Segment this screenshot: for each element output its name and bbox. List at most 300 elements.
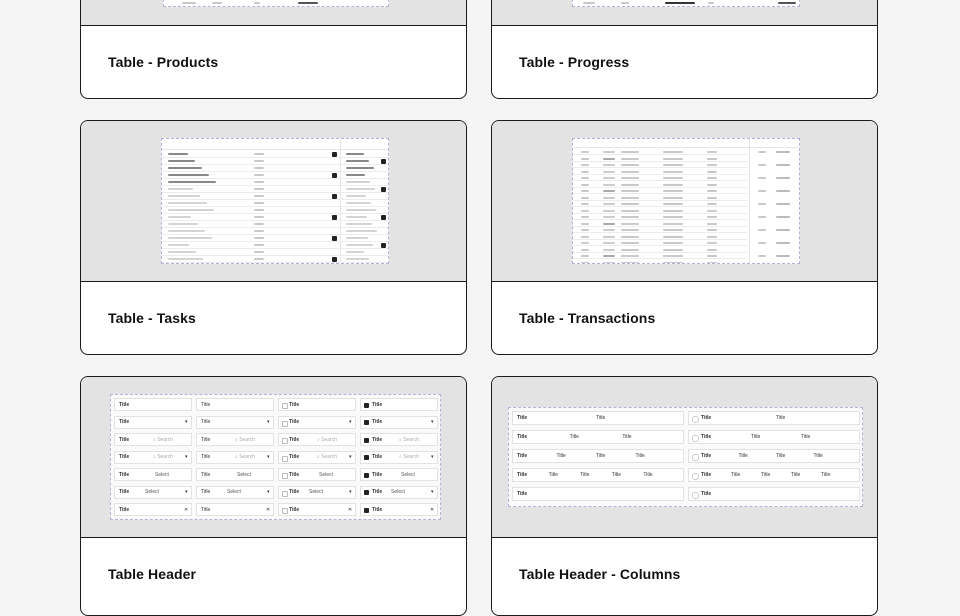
select-label: Select bbox=[319, 471, 333, 478]
column-title: Title bbox=[517, 453, 528, 459]
header-columns-cell bbox=[688, 430, 860, 444]
column-title: Title bbox=[556, 453, 566, 459]
chevron-down-icon: ▾ bbox=[349, 489, 352, 495]
thumbnail-decoration bbox=[346, 230, 377, 232]
thumbnail-decoration bbox=[707, 229, 717, 231]
search-placeholder: ⌕ Search bbox=[317, 436, 338, 443]
header-cell-label: Title bbox=[119, 454, 130, 460]
thumbnail-decoration bbox=[603, 151, 615, 153]
header-cell-label: Title bbox=[201, 506, 211, 513]
header-cell-label: Title bbox=[289, 471, 300, 478]
checkbox-icon bbox=[364, 508, 369, 513]
select-label: Select bbox=[145, 489, 159, 495]
column-title: Title bbox=[643, 472, 653, 478]
thumbnail-decoration bbox=[168, 153, 188, 155]
thumbnail-decoration bbox=[346, 223, 372, 225]
thumbnail-decoration bbox=[603, 249, 615, 251]
thumbnail-decoration bbox=[332, 215, 337, 220]
header-variant-cell bbox=[196, 433, 274, 446]
header-variant-cell bbox=[360, 398, 438, 411]
header-cell-label: Title bbox=[289, 489, 300, 495]
thumbnail-decoration bbox=[603, 229, 615, 231]
thumbnail-decoration bbox=[621, 223, 639, 225]
thumbnail-decoration bbox=[603, 164, 615, 166]
checkbox-icon bbox=[282, 473, 288, 479]
thumbnail-decoration bbox=[707, 216, 717, 218]
thumbnail-decoration bbox=[573, 206, 747, 207]
chevron-down-icon: ▾ bbox=[349, 454, 352, 460]
header-cell-label: Title bbox=[119, 436, 130, 443]
thumbnail-decoration bbox=[603, 190, 615, 192]
thumbnail-decoration bbox=[758, 255, 766, 257]
header-columns-cell bbox=[512, 449, 684, 463]
thumbnail-decoration bbox=[707, 255, 717, 257]
thumbnail-decoration bbox=[663, 171, 683, 173]
thumbnail-preview bbox=[572, 0, 800, 7]
thumbnail-decoration bbox=[573, 167, 747, 168]
thumbnail-decoration bbox=[346, 188, 375, 190]
header-cell-label: Title bbox=[119, 471, 130, 478]
thumbnail-decoration bbox=[581, 151, 589, 153]
checkbox-icon bbox=[282, 508, 288, 514]
card-table-progress[interactable] bbox=[491, 0, 878, 99]
header-cell-label: Title bbox=[289, 506, 300, 513]
checkbox-icon bbox=[364, 455, 369, 460]
checkbox-icon bbox=[364, 403, 369, 408]
thumbnail-decoration bbox=[581, 164, 589, 166]
header-columns-cell bbox=[688, 468, 860, 482]
thumbnail-decoration bbox=[621, 184, 639, 186]
header-variant-cell bbox=[114, 503, 192, 516]
thumbnail-decoration bbox=[581, 177, 589, 179]
card-thumbnail bbox=[81, 121, 466, 282]
thumbnail-decoration bbox=[381, 187, 386, 192]
thumbnail-decoration bbox=[581, 229, 589, 231]
card-title: Table - Progress bbox=[519, 54, 630, 70]
thumbnail-decoration bbox=[573, 213, 747, 214]
thumbnail-decoration bbox=[168, 167, 202, 169]
thumbnail-decoration bbox=[254, 237, 264, 239]
thumbnail-decoration bbox=[663, 242, 683, 244]
thumbnail-decoration bbox=[621, 164, 639, 166]
thumbnail-decoration bbox=[603, 171, 615, 173]
header-cell-label: Title bbox=[372, 471, 383, 478]
thumbnail-decoration bbox=[573, 187, 747, 188]
radio-icon bbox=[692, 435, 699, 442]
column-title: Title bbox=[569, 434, 579, 440]
header-cell-label: Title bbox=[372, 454, 383, 460]
chevron-down-icon: ▾ bbox=[185, 454, 188, 460]
header-cell-label: Title bbox=[372, 489, 383, 495]
search-placeholder: ⌕ Search bbox=[153, 454, 174, 460]
header-cell-label: Title bbox=[289, 419, 300, 425]
card-table-header[interactable] bbox=[80, 376, 467, 616]
radio-icon bbox=[692, 473, 699, 480]
header-variant-cell bbox=[360, 416, 438, 429]
thumbnail-decoration bbox=[168, 251, 196, 253]
select-label: Select bbox=[391, 489, 405, 495]
thumbnail-decoration bbox=[603, 184, 615, 186]
column-title: Title bbox=[596, 415, 606, 421]
column-title: Title bbox=[776, 453, 786, 459]
thumbnail-decoration bbox=[381, 215, 386, 220]
card-table-products[interactable] bbox=[80, 0, 467, 99]
close-icon: ✕ bbox=[266, 506, 271, 513]
thumbnail-decoration bbox=[573, 161, 747, 162]
thumbnail-decoration bbox=[621, 255, 639, 257]
thumbnail-decoration bbox=[663, 255, 683, 257]
checkbox-icon bbox=[364, 490, 369, 495]
thumbnail-decoration bbox=[776, 177, 790, 179]
thumbnail-decoration bbox=[603, 236, 615, 238]
thumbnail-decoration bbox=[332, 236, 337, 241]
card-title: Table - Transactions bbox=[519, 310, 656, 326]
thumbnail-decoration bbox=[162, 241, 388, 242]
thumbnail-decoration bbox=[168, 202, 207, 204]
radio-icon bbox=[692, 416, 699, 423]
thumbnail-decoration bbox=[162, 178, 388, 179]
header-variant-cell bbox=[196, 503, 274, 516]
thumbnail-decoration bbox=[707, 177, 717, 179]
thumbnail-decoration bbox=[168, 223, 198, 225]
thumbnail-decoration bbox=[346, 153, 364, 155]
thumbnail-decoration bbox=[663, 184, 683, 186]
chevron-down-icon: ▾ bbox=[431, 419, 434, 425]
column-title: Title bbox=[517, 491, 528, 497]
header-cell-label: Title bbox=[201, 436, 211, 443]
thumbnail-decoration bbox=[254, 174, 264, 176]
thumbnail-decoration bbox=[603, 210, 615, 212]
thumbnail-decoration bbox=[162, 255, 388, 256]
checkbox-icon bbox=[282, 456, 288, 462]
thumbnail-preview bbox=[110, 394, 441, 520]
thumbnail-decoration bbox=[254, 223, 264, 225]
thumbnail-decoration bbox=[162, 262, 388, 263]
card-thumbnail bbox=[492, 121, 877, 282]
card-thumbnail bbox=[81, 377, 466, 538]
checkbox-icon bbox=[364, 473, 369, 478]
thumbnail-decoration bbox=[581, 242, 589, 244]
thumbnail-decoration bbox=[707, 197, 717, 199]
thumbnail-decoration bbox=[663, 229, 683, 231]
column-title: Title bbox=[596, 453, 606, 459]
column-title: Title bbox=[731, 472, 741, 478]
header-cell-label: Title bbox=[201, 471, 211, 478]
thumbnail-decoration bbox=[621, 158, 639, 160]
card-title: Table - Tasks bbox=[108, 310, 196, 326]
header-variant-cell bbox=[196, 398, 274, 411]
header-variant-cell bbox=[278, 503, 356, 516]
thumbnail-decoration bbox=[707, 190, 717, 192]
thumbnail-decoration bbox=[776, 203, 790, 205]
chevron-down-icon: ▾ bbox=[267, 454, 270, 460]
thumbnail-decoration bbox=[332, 257, 337, 262]
close-icon: ✕ bbox=[348, 506, 353, 513]
header-variant-cell bbox=[196, 486, 274, 499]
thumbnail-decoration bbox=[162, 248, 388, 249]
thumbnail-decoration bbox=[663, 197, 683, 199]
thumbnail-decoration bbox=[573, 252, 747, 253]
thumbnail-decoration bbox=[758, 203, 766, 205]
checkbox-icon bbox=[282, 421, 288, 427]
thumbnail-decoration bbox=[254, 209, 264, 211]
thumbnail-decoration bbox=[346, 167, 374, 169]
thumbnail-decoration bbox=[573, 154, 747, 155]
thumbnail-decoration bbox=[707, 236, 717, 238]
card-title: Table - Products bbox=[108, 54, 219, 70]
thumbnail-decoration bbox=[581, 249, 589, 251]
checkbox-icon bbox=[364, 420, 369, 425]
thumbnail-decoration bbox=[621, 242, 639, 244]
thumbnail-decoration bbox=[603, 203, 615, 205]
thumbnail-decoration bbox=[707, 210, 717, 212]
thumbnail-decoration bbox=[162, 227, 388, 228]
thumbnail-decoration bbox=[346, 216, 367, 218]
thumbnail-decoration bbox=[346, 258, 369, 260]
thumbnail-decoration bbox=[168, 258, 203, 260]
thumbnail-decoration bbox=[573, 200, 747, 201]
header-columns-cell bbox=[512, 411, 684, 425]
search-placeholder: ⌕ Search bbox=[317, 454, 338, 460]
thumbnail-decoration bbox=[758, 151, 766, 153]
header-cell-label: Title bbox=[119, 401, 130, 408]
header-cell-label: Title bbox=[119, 506, 130, 513]
thumbnail-preview bbox=[572, 138, 800, 264]
thumbnail-decoration bbox=[573, 232, 747, 233]
search-placeholder: ⌕ Search bbox=[153, 436, 174, 443]
thumbnail-decoration bbox=[621, 216, 639, 218]
header-variant-cell bbox=[278, 468, 356, 481]
checkbox-icon bbox=[282, 438, 288, 444]
thumbnail-decoration bbox=[621, 210, 639, 212]
header-cell-label: Title bbox=[289, 401, 300, 408]
thumbnail-decoration bbox=[581, 216, 589, 218]
thumbnail-decoration bbox=[346, 209, 376, 211]
thumbnail-decoration bbox=[663, 236, 683, 238]
thumbnail-decoration bbox=[707, 171, 717, 173]
column-title: Title bbox=[635, 453, 645, 459]
thumbnail-decoration bbox=[663, 216, 683, 218]
thumbnail-decoration bbox=[254, 160, 264, 162]
thumbnail-decoration bbox=[581, 158, 589, 160]
thumbnail-decoration bbox=[758, 164, 766, 166]
thumbnail-decoration bbox=[663, 177, 683, 179]
thumbnail-decoration bbox=[573, 226, 747, 227]
thumbnail-decoration bbox=[621, 190, 639, 192]
thumbnail-decoration bbox=[776, 255, 790, 257]
header-variant-cell bbox=[278, 486, 356, 499]
thumbnail-decoration bbox=[776, 216, 790, 218]
thumbnail-decoration bbox=[381, 159, 386, 164]
column-title: Title bbox=[738, 453, 748, 459]
thumbnail-decoration bbox=[162, 199, 388, 200]
thumbnail-decoration bbox=[603, 223, 615, 225]
thumbnail-preview bbox=[161, 138, 389, 264]
thumbnail-decoration bbox=[663, 164, 683, 166]
thumbnail-decoration bbox=[254, 230, 264, 232]
thumbnail-decoration bbox=[776, 164, 790, 166]
thumbnail-decoration bbox=[603, 216, 615, 218]
checkbox-icon bbox=[364, 438, 369, 443]
column-title: Title bbox=[622, 434, 632, 440]
thumbnail-decoration bbox=[707, 223, 717, 225]
thumbnail-decoration bbox=[573, 239, 747, 240]
thumbnail-decoration bbox=[663, 223, 683, 225]
thumbnail-decoration bbox=[162, 139, 388, 150]
header-cell-label: Title bbox=[289, 436, 300, 443]
search-placeholder: ⌕ Search bbox=[235, 454, 256, 460]
column-title: Title bbox=[821, 472, 831, 478]
thumbnail-decoration bbox=[749, 139, 750, 263]
thumbnail-decoration bbox=[332, 173, 337, 178]
thumbnail-decoration bbox=[621, 249, 639, 251]
column-title: Title bbox=[751, 434, 761, 440]
search-placeholder: ⌕ Search bbox=[399, 436, 420, 443]
thumbnail-decoration bbox=[581, 197, 589, 199]
header-cell-label: Title bbox=[372, 401, 383, 408]
header-variant-cell bbox=[278, 451, 356, 464]
header-cell-label: Title bbox=[201, 489, 211, 495]
header-columns-cell bbox=[688, 449, 860, 463]
thumbnail-decoration bbox=[707, 203, 717, 205]
thumbnail-decoration bbox=[621, 203, 639, 205]
card-title: Table Header bbox=[108, 566, 197, 582]
chevron-down-icon: ▾ bbox=[267, 489, 270, 495]
radio-icon bbox=[692, 492, 699, 499]
thumbnail-decoration bbox=[581, 171, 589, 173]
card-table-transactions[interactable] bbox=[491, 120, 878, 355]
column-title: Title bbox=[813, 453, 823, 459]
thumbnail-decoration bbox=[254, 181, 264, 183]
thumbnail-decoration bbox=[758, 216, 766, 218]
column-title: Title bbox=[517, 415, 528, 421]
thumbnail-decoration bbox=[162, 157, 388, 158]
thumbnail-decoration bbox=[346, 174, 365, 176]
thumbnail-decoration bbox=[346, 244, 373, 246]
thumbnail-decoration bbox=[758, 242, 766, 244]
header-variant-cell bbox=[114, 468, 192, 481]
header-cell-label: Title bbox=[289, 454, 300, 460]
thumbnail-decoration bbox=[573, 139, 799, 148]
header-variant-cell bbox=[114, 451, 192, 464]
checkbox-icon bbox=[282, 491, 288, 497]
card-table-tasks[interactable] bbox=[80, 120, 467, 355]
header-variant-cell bbox=[360, 451, 438, 464]
select-label: Select bbox=[237, 471, 251, 478]
column-title: Title bbox=[701, 434, 712, 440]
column-title: Title bbox=[701, 453, 712, 459]
thumbnail-decoration bbox=[603, 255, 615, 257]
header-variant-cell bbox=[278, 416, 356, 429]
header-variant-cell bbox=[196, 416, 274, 429]
thumbnail-decoration bbox=[707, 242, 717, 244]
chevron-down-icon: ▾ bbox=[431, 489, 434, 495]
thumbnail-decoration bbox=[254, 167, 264, 169]
thumbnail-decoration bbox=[254, 244, 264, 246]
header-variant-cell bbox=[196, 468, 274, 481]
close-icon: ✕ bbox=[184, 506, 189, 513]
header-cell-label: Title bbox=[201, 419, 211, 425]
thumbnail-decoration bbox=[254, 202, 264, 204]
header-variant-cell bbox=[196, 451, 274, 464]
thumbnail-decoration bbox=[621, 262, 639, 264]
thumbnail-decoration bbox=[581, 190, 589, 192]
chevron-down-icon: ▾ bbox=[431, 454, 434, 460]
thumbnail-decoration bbox=[776, 190, 790, 192]
header-columns-cell bbox=[688, 411, 860, 425]
thumbnail-decoration bbox=[168, 195, 200, 197]
select-label: Select bbox=[401, 471, 415, 478]
thumbnail-decoration bbox=[707, 262, 717, 264]
header-cell-label: Title bbox=[119, 419, 130, 425]
thumbnail-decoration bbox=[581, 210, 589, 212]
card-thumbnail bbox=[492, 377, 877, 538]
thumbnail-decoration bbox=[581, 203, 589, 205]
column-title: Title bbox=[580, 472, 590, 478]
radio-icon bbox=[692, 454, 699, 461]
thumbnail-decoration bbox=[581, 184, 589, 186]
thumbnail-decoration bbox=[254, 188, 264, 190]
header-variant-cell bbox=[360, 468, 438, 481]
thumbnail-decoration bbox=[168, 230, 205, 232]
thumbnail-decoration bbox=[162, 234, 388, 235]
chevron-down-icon: ▾ bbox=[185, 489, 188, 495]
thumbnail-decoration bbox=[162, 171, 388, 172]
column-title: Title bbox=[611, 472, 622, 478]
header-cell-label: Title bbox=[201, 401, 211, 408]
card-thumbnail bbox=[492, 0, 877, 26]
select-label: Select bbox=[309, 489, 323, 495]
thumbnail-decoration bbox=[254, 216, 264, 218]
thumbnail-decoration bbox=[162, 164, 388, 165]
thumbnail-decoration bbox=[332, 194, 337, 199]
thumbnail-decoration bbox=[758, 190, 766, 192]
thumbnail-decoration bbox=[707, 158, 717, 160]
select-label: Select bbox=[227, 489, 241, 495]
header-columns-cell bbox=[688, 487, 860, 501]
checkbox-icon bbox=[282, 403, 288, 409]
thumbnail-decoration bbox=[168, 160, 195, 162]
column-title: Title bbox=[791, 472, 801, 478]
thumbnail-decoration bbox=[254, 195, 264, 197]
thumbnail-decoration bbox=[603, 158, 615, 160]
header-columns-cell bbox=[512, 430, 684, 444]
thumbnail-decoration bbox=[663, 158, 683, 160]
thumbnail-decoration bbox=[663, 190, 683, 192]
thumbnail-preview bbox=[508, 407, 863, 507]
thumbnail-decoration bbox=[621, 151, 639, 153]
column-title: Title bbox=[701, 491, 712, 497]
column-title: Title bbox=[776, 415, 786, 421]
header-cell-label: Title bbox=[372, 506, 383, 513]
thumbnail-decoration bbox=[663, 151, 683, 153]
thumbnail-decoration bbox=[621, 197, 639, 199]
thumbnail-decoration bbox=[663, 249, 683, 251]
header-variant-cell bbox=[114, 416, 192, 429]
thumbnail-decoration bbox=[573, 193, 747, 194]
thumbnail-decoration bbox=[707, 249, 717, 251]
thumbnail-decoration bbox=[573, 180, 747, 181]
thumbnail-decoration bbox=[168, 216, 191, 218]
card-table-header-columns[interactable] bbox=[491, 376, 878, 616]
thumbnail-decoration bbox=[573, 258, 747, 259]
thumbnail-decoration bbox=[581, 255, 589, 257]
thumbnail-decoration bbox=[776, 229, 790, 231]
chevron-down-icon: ▾ bbox=[267, 419, 270, 425]
header-variant-cell bbox=[278, 398, 356, 411]
thumbnail-decoration bbox=[346, 181, 370, 183]
thumbnail-decoration bbox=[621, 229, 639, 231]
